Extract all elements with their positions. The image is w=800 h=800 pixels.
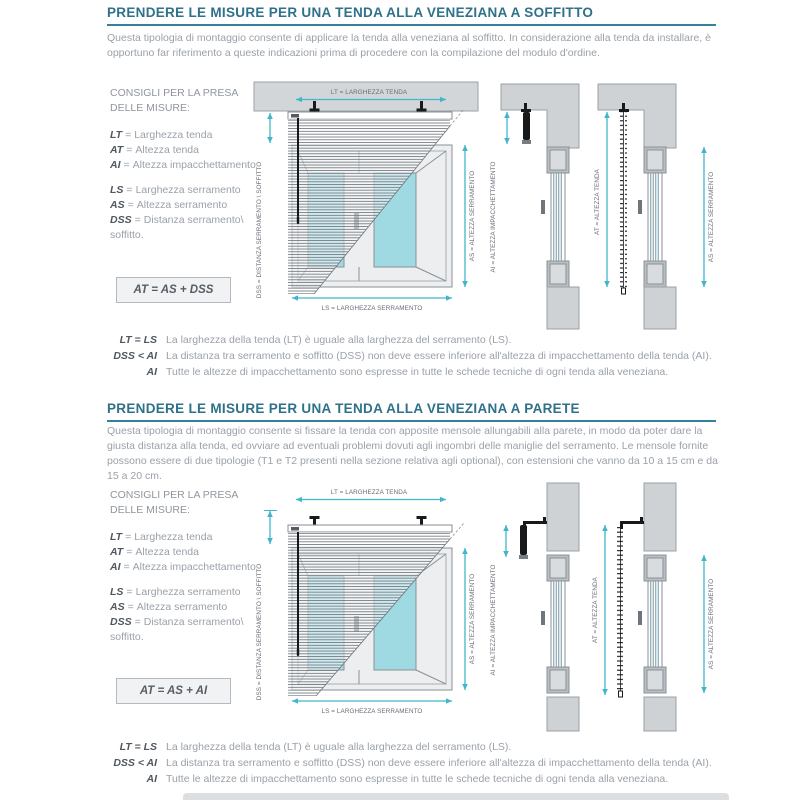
section-soffitto-title: PRENDERE LE MISURE PER UNA TENDA ALLA VENEZIANA A SOFFITTO [107,5,716,26]
sill-wall-section [547,287,579,329]
label-ai: AI = ALTEZZA IMPACCHETTAMENTO [490,564,497,676]
diagram-side-at-soffitto [592,82,720,330]
legend-item-dss: DSS = Distanza serramento\ [110,616,244,629]
advice-line1: CONSIGLI PER LA PRESA [110,489,239,501]
note-row: AI Tutte le altezze di impacchettamento sono espresse in tutte le schede tecniche di ogni tenda alla veneziana. [146,366,669,378]
packed-blind [523,112,530,140]
window-section [638,555,666,693]
sill-wall-section [644,287,676,329]
advice-line1: CONSIGLI PER LA PRESA [110,87,239,99]
diagram-front-soffitto [250,80,482,325]
mounting-brackets [310,516,427,525]
headrail [288,525,452,532]
label-at: AT = ALTEZZA TENDA [594,169,601,235]
label-as: AS = ALTEZZA SERRAMENTO [469,170,476,262]
notes-parete [107,741,752,789]
label-as: AS = ALTEZZA SERRAMENTO [708,171,715,263]
diagram-side-at-parete [592,475,720,733]
legend-item-ls: LS = Larghezza serramento [110,183,241,196]
label-ai: AI = ALTEZZA IMPACCHETTAMENTO [490,161,497,273]
formula-box-soffitto: AT = AS + DSS [116,277,231,303]
ceiling-wall-section [598,84,676,148]
advice-heading [110,488,270,517]
page-bottom-strip [183,793,729,800]
legend-item-dss-cont: soffitto. [110,631,144,644]
diagram-side-ai-parete [487,475,599,733]
label-as: AS = ALTEZZA SERRAMENTO [469,573,476,665]
packed-blind [520,525,527,555]
label-ls: LS = LARGHEZZA SERRAMENTO [321,708,423,715]
headrail [288,112,452,119]
legend-item-dss-cont: soffitto. [110,229,144,242]
window-section [541,147,569,287]
note-row: DSS < AI La distanza tra serramento e soffitto (DSS) non deve essere inferiore all'altezza di impacchettamento della tenda (AI). [113,757,712,769]
legend-item-as: AS = Altezza serramento [110,600,228,613]
legend-soffitto [110,128,262,243]
legend-item-lt: LT = Larghezza tenda [110,531,213,543]
note-row: LT = LS La larghezza della tenda (LT) è uguale alla larghezza del serramento (LS). [119,741,512,753]
notes-soffitto [107,334,752,382]
label-dss: DSS = DISTANZA SERRAMENTO \ SOFFITTO [256,563,263,701]
legend-item-ai: AI = Altezza impacchettamento [110,561,256,574]
window-handle [541,611,545,625]
section-parete-title: PRENDERE LE MISURE PER UNA TENDA ALLA VENEZIANA A PARETE [107,401,716,422]
legend-item-dss: DSS = Distanza serramento\ [110,214,244,227]
label-at: AT = ALTEZZA TENDA [592,577,599,643]
label-as: AS = ALTEZZA SERRAMENTO [708,578,715,670]
window-section [638,147,666,287]
ceiling-bar [254,82,478,111]
legend-item-as: AS = Altezza serramento [110,198,228,211]
advice-heading [110,86,270,115]
note-row: LT = LS La larghezza della tenda (LT) è uguale alla larghezza del serramento (LS). [119,334,512,346]
diagram-side-ai-soffitto [487,82,599,330]
label-dss: DSS = DISTANZA SERRAMENTO \ SOFFITTO [256,161,263,299]
window-handle [541,200,545,214]
advice-line2: DELLE MISURE: [110,503,190,516]
sill-wall-section [644,697,676,731]
section-parete-intro: Questa tipologia di montaggio consente si fissare la tenda con apposite mensole allungabili alla parete, in modo da poter dare la giusta distanza alla tenda, ed ovviare ad eventuali problemi dovuti agli ingombri delle maniglie del serramento. Le mensole fornite possono essere di due tipologie (T1 e T2 presenti nella sezione relativa agli optional), con estensioni che vanno da 10 a 15 cm e da 15 a 20 cm. [107,425,718,482]
window-section [541,555,569,693]
section-soffitto-intro: Questa tipologia di montaggio consente di applicare la tenda alla veneziana al soffitto. In considerazione alla tenda da installare, è opportuno far riferimento a queste indicazioni prima di procedere con la compilazione del modulo d'ordine. [107,32,711,59]
upper-wall-section [547,483,579,551]
legend-item-at: AT = Altezza tenda [110,144,199,157]
sill-wall-section [547,697,579,731]
note-row: DSS < AI La distanza tra serramento e soffitto (DSS) non deve essere inferiore all'altezza di impacchettamento della tenda (AI). [113,350,712,362]
legend-parete [110,530,262,645]
window-handle [638,611,642,625]
legend-item-ai: AI = Altezza impacchettamento [110,159,256,172]
diagram-front-parete [250,482,482,718]
label-ls: LS = LARGHEZZA SERRAMENTO [321,305,423,312]
upper-wall-section [644,483,676,551]
note-row: AI Tutte le altezze di impacchettamento sono espresse in tutte le schede tecniche di ogni tenda alla veneziana. [146,773,669,785]
ceiling-wall-section [501,84,579,148]
window-handle [638,200,642,214]
advice-line2: DELLE MISURE: [110,101,190,114]
legend-item-lt: LT = Larghezza tenda [110,129,213,141]
legend-item-at: AT = Altezza tenda [110,546,199,559]
label-lt: LT = LARGHEZZA TENDA [330,489,408,496]
label-lt: LT = LARGHEZZA TENDA [330,89,408,96]
formula-box-parete: AT = AS + AI [116,678,231,704]
legend-item-ls: LS = Larghezza serramento [110,585,241,598]
